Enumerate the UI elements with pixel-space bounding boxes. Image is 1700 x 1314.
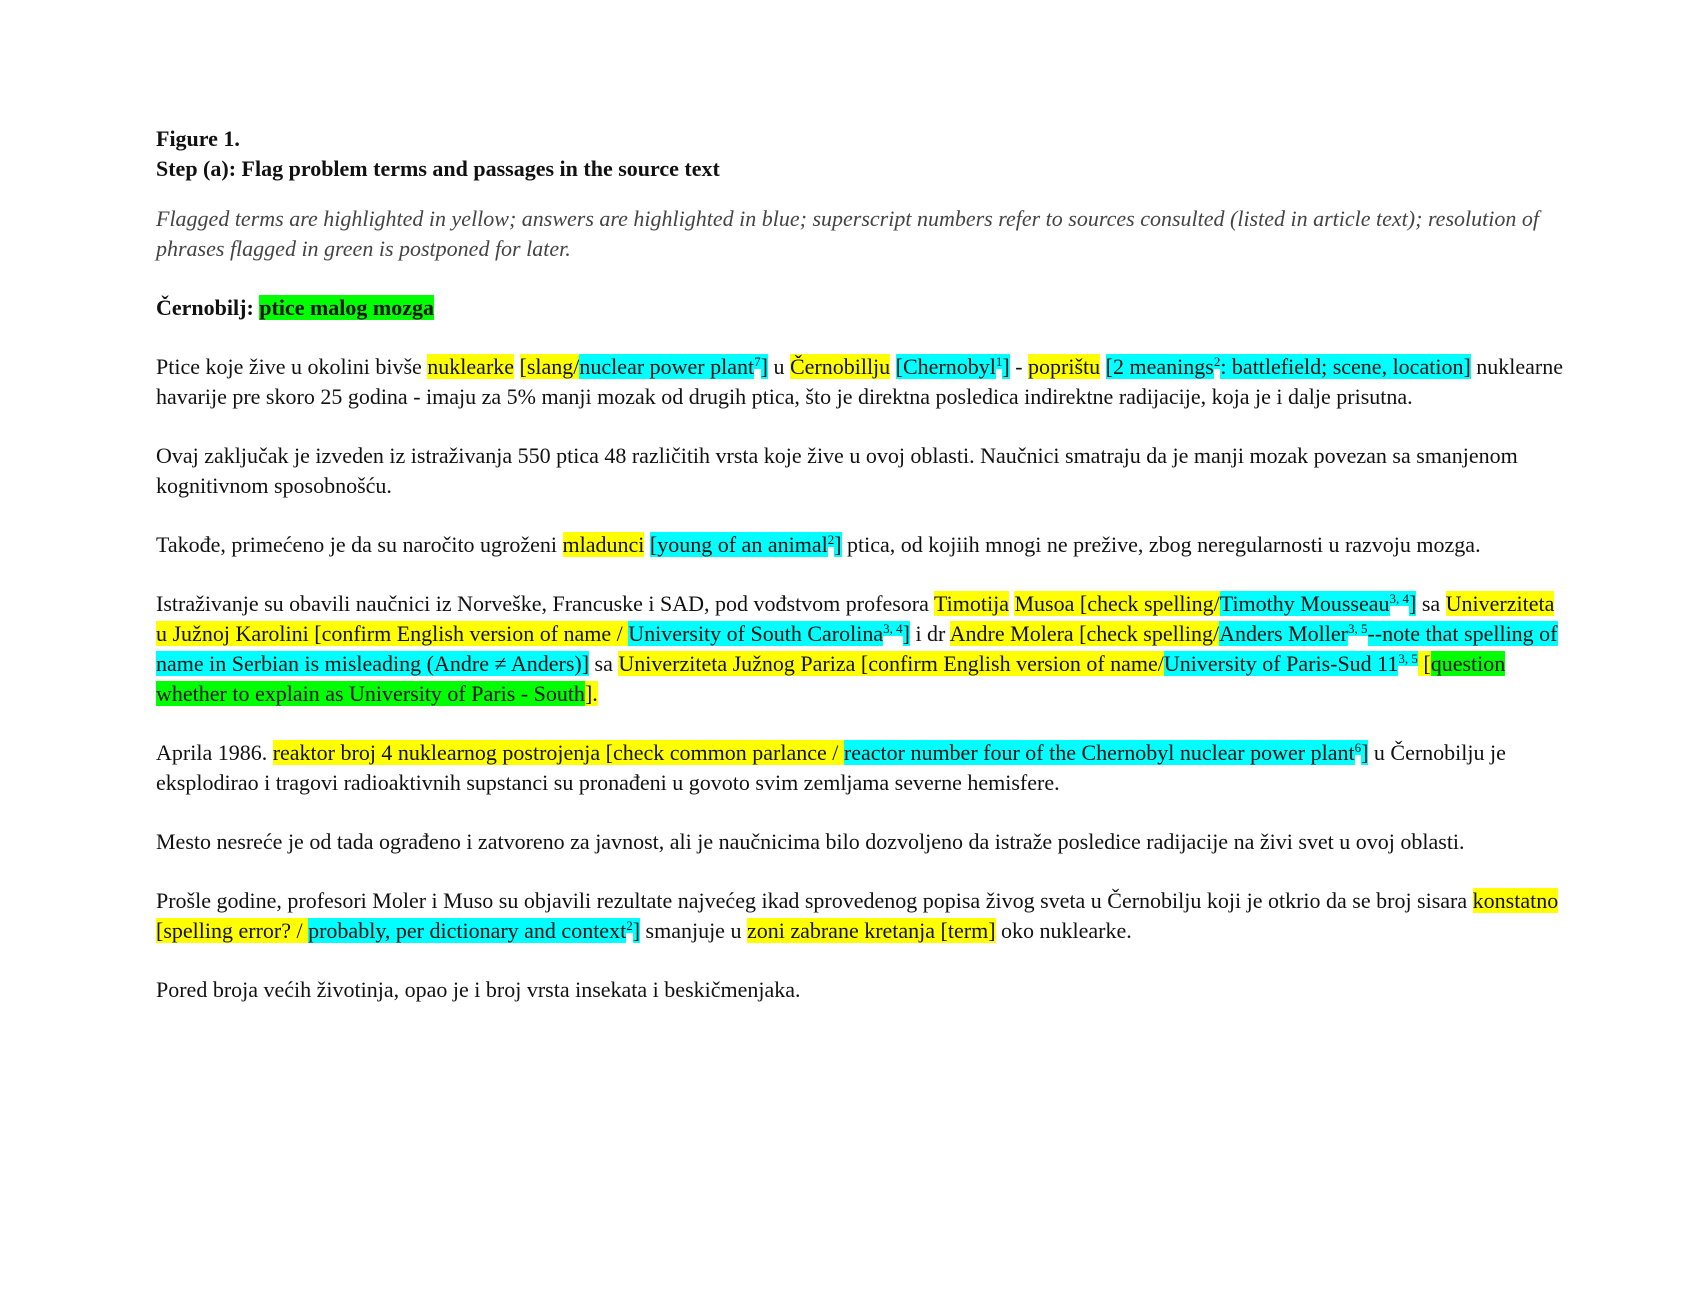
answer-highlight: : battlefield; scene, location] [1220, 354, 1471, 379]
answer-highlight: ] [902, 621, 910, 646]
source-superscript: 2 [827, 532, 835, 547]
paragraph-7 [156, 886, 1566, 946]
text-run: Ovaj zaključak je izveden iz istraživanja 550 ptica 48 različitih vrsta koje žive u ovoj oblasti. Naučnici smatraju da je manji mozak povezan sa smanjenom kognitivnom sposobnošću. [156, 443, 1518, 498]
answer-highlight: nuclear power plant [579, 354, 755, 379]
figure-label: Figure 1. [156, 126, 240, 151]
answer-highlight: [2 meanings [1105, 354, 1214, 379]
paragraph-4 [156, 589, 1566, 709]
text-run: oko nuklearke. [995, 918, 1132, 943]
paragraph-1 [156, 352, 1566, 412]
flagged-term-highlight: Timotija [933, 591, 1009, 616]
answer-highlight: ] [632, 918, 641, 943]
text-run: - [1009, 354, 1029, 379]
paragraph-8 [156, 975, 1566, 1005]
answer-highlight: Timothy Mousseau [1219, 591, 1390, 616]
source-superscript: 7 [754, 354, 761, 369]
flagged-term-highlight: Univerziteta u Južnoj Karolini [confirm English version of name / [156, 591, 1555, 646]
flagged-term-highlight: mladunci [562, 532, 645, 557]
source-superscript: 3, 5 [1398, 651, 1418, 666]
answer-highlight: [Chernobyl [895, 354, 996, 379]
flagged-term-highlight: [ [1417, 651, 1431, 676]
answer-highlight: ] [834, 532, 842, 557]
text-run: Istraživanje su obavili naučnici iz Norveške, Francuske i SAD, pod vođstvom profesora [156, 591, 934, 616]
text-run: i dr [909, 621, 950, 646]
paragraph-3 [156, 530, 1566, 560]
source-superscript: 6 [1354, 740, 1362, 755]
source-superscript: 2 [1213, 354, 1221, 369]
answer-highlight: --note that spelling of name in Serbian is misleading (Andre ≠ Anders)] [156, 621, 1558, 676]
text-run: Prošle godine, profesori Moler i Muso su objavili rezultate najvećeg ikad sprovedenog popisa živog sveta u Černobilju koji je otkrio da se broj sisara [156, 888, 1473, 913]
answer-highlight: Anders Moller [1219, 621, 1348, 646]
postponed-highlight: question whether to explain as University of Paris - South [156, 651, 1506, 706]
answer-highlight: probably, per dictionary and context [308, 918, 627, 943]
answer-highlight: University of Paris-Sud 11 [1163, 651, 1399, 676]
answer-highlight: reactor number four of the Chernobyl nuclear power plant [843, 740, 1355, 765]
document-body [156, 124, 1566, 1005]
text-run [1100, 354, 1106, 379]
text-run: ptica, od kojiih mnogi ne prežive, zbog neregularnosti u razvoju mozga. [841, 532, 1481, 557]
text-run: Pored broja većih životinja, opao je i broj vrsta insekata i beskičmenjaka. [156, 977, 801, 1002]
flagged-term-highlight: ]. [584, 681, 598, 706]
paragraph-6 [156, 827, 1566, 857]
answer-highlight: ] [760, 354, 768, 379]
paragraph-2 [156, 441, 1566, 501]
answer-highlight: ] [1002, 354, 1010, 379]
answer-highlight: University of South Carolina [628, 621, 884, 646]
source-superscript: 3, 4 [1389, 591, 1409, 606]
text-run: sa [1416, 591, 1446, 616]
flagged-term-highlight: nuklearke [427, 354, 515, 379]
text-run: Mesto nesreće je od tada ograđeno i zatvoreno za javnost, ali je naučnicima bilo dozvoljeno da istraže posledice radijacije na živi svet u ovoj oblasti. [156, 829, 1465, 854]
source-superscript: 3, 5 [1348, 621, 1368, 636]
text-run: u [767, 354, 790, 379]
text-run [890, 354, 896, 379]
answer-highlight: ] [1409, 591, 1417, 616]
text-run [514, 354, 520, 379]
flagged-term-highlight: reaktor broj 4 nuklearnog postrojenja [check common parlance / [272, 740, 844, 765]
flagged-term-highlight: konstatno [spelling error? / [156, 888, 1559, 943]
text-run: Takođe, primećeno je da su naročito ugroženi [156, 532, 563, 557]
text-run: Ptice koje žive u okolini bivše [156, 354, 428, 379]
intro-text: Flagged terms are highlighted in yellow; answers are highlighted in blue; superscript numbers refer to sources consulted (listed in article text); resolution of phrases flagged in green is postponed for later. [156, 206, 1539, 261]
text-run: nuklearne havarije pre skoro 25 godina - imaju za 5% manji mozak od drugih ptica, što je direktna posledica indirektne radijacije, koja je i dalje prisutna. [156, 354, 1564, 409]
article-title [156, 293, 1566, 323]
flagged-term-highlight: Černobillju [789, 354, 891, 379]
answer-highlight: [young of an animal [649, 532, 828, 557]
postponed-highlight: ptice malog mozga [259, 295, 434, 320]
step-heading: Step (a): Flag problem terms and passages in the source text [156, 156, 720, 181]
text-run: smanjuje u [640, 918, 747, 943]
source-superscript: 3, 4 [883, 621, 903, 636]
text-run: u Černobilju je eksplodirao i tragovi radioaktivnih supstanci su pronađeni u govoto svim zemljama severne hemisfere. [156, 740, 1506, 795]
flagged-term-highlight: Univerziteta Južnog Pariza [confirm English version of name/ [618, 651, 1164, 676]
source-superscript: 2 [626, 918, 633, 933]
answer-highlight: ] [1361, 740, 1369, 765]
text-run: Černobilj: [156, 295, 260, 320]
paragraph-5 [156, 738, 1566, 798]
flagged-term-highlight: zoni zabrane kretanja [term] [746, 918, 996, 943]
flagged-term-highlight: poprištu [1028, 354, 1101, 379]
text-run: sa [589, 651, 619, 676]
flagged-term-highlight: Andre Molera [check spelling/ [949, 621, 1220, 646]
text-run: Aprila 1986. [156, 740, 273, 765]
flagged-term-highlight: [slang/ [519, 354, 580, 379]
source-superscript: 1 [995, 354, 1003, 369]
flagged-term-highlight: Musoa [check spelling/ [1014, 591, 1220, 616]
